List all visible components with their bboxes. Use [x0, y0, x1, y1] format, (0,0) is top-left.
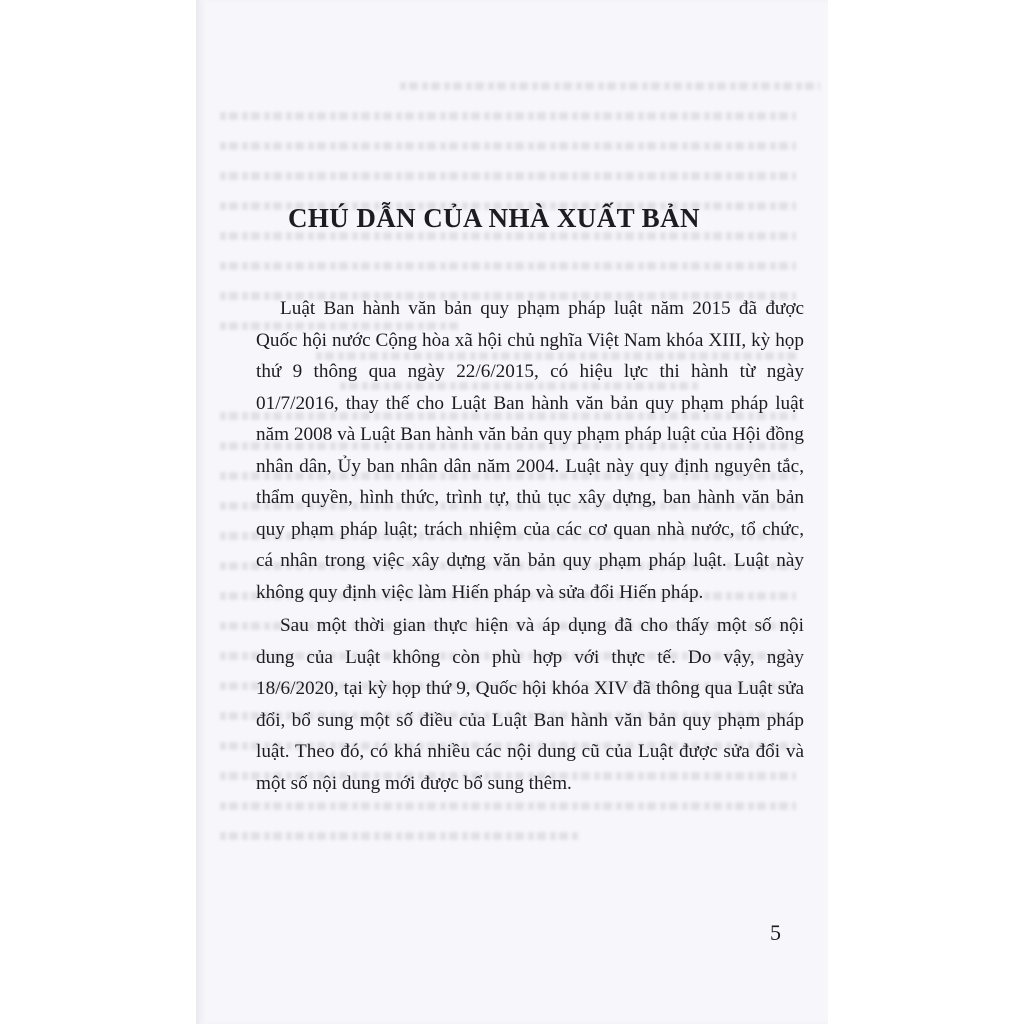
page-heading: CHÚ DẪN CỦA NHÀ XUẤT BẢN — [288, 203, 700, 233]
page-number: 5 — [770, 920, 781, 945]
page-content — [256, 198, 804, 799]
paragraph-1: Luật Ban hành văn bản quy phạm pháp luật năm 2015 đã được Quốc hội nước Cộng hòa xã hội chủ nghĩa Việt Nam khóa XIII, kỳ họp thứ 9 thông qua ngày 22/6/2015, có hiệu lực thi hành từ ngày 01/7/2016, thay thế cho Luật Ban hành văn bản quy phạm pháp luật năm 2008 và Luật Ban hành văn bản quy phạm pháp luật của Hội đồng nhân dân, Ủy ban nhân dân năm 2004. Luật này quy định nguyên tắc, thẩm quyền, hình thức, trình tự, thủ tục xây dựng, ban hành văn bản quy phạm pháp luật; trách nhiệm của các cơ quan nhà nước, tổ chức, cá nhân trong việc xây dựng văn bản quy phạm pháp luật. Luật này không quy định việc làm Hiến pháp và sửa đổi Hiến pháp. — [256, 298, 804, 603]
paragraph-2: Sau một thời gian thực hiện và áp dụng đã cho thấy một số nội dung của Luật không còn phù hợp với thực tế. Do vậy, ngày 18/6/2020, tại kỳ họp thứ 9, Quốc hội khóa XIV đã thông qua Luật sửa đổi, bổ sung một số điều của Luật Ban hành văn bản quy phạm pháp luật. Theo đó, có khá nhiều các nội dung cũ của Luật được sửa đổi và một số nội dung mới được bổ sung thêm. — [256, 615, 804, 794]
page-gutter — [196, 0, 206, 1024]
